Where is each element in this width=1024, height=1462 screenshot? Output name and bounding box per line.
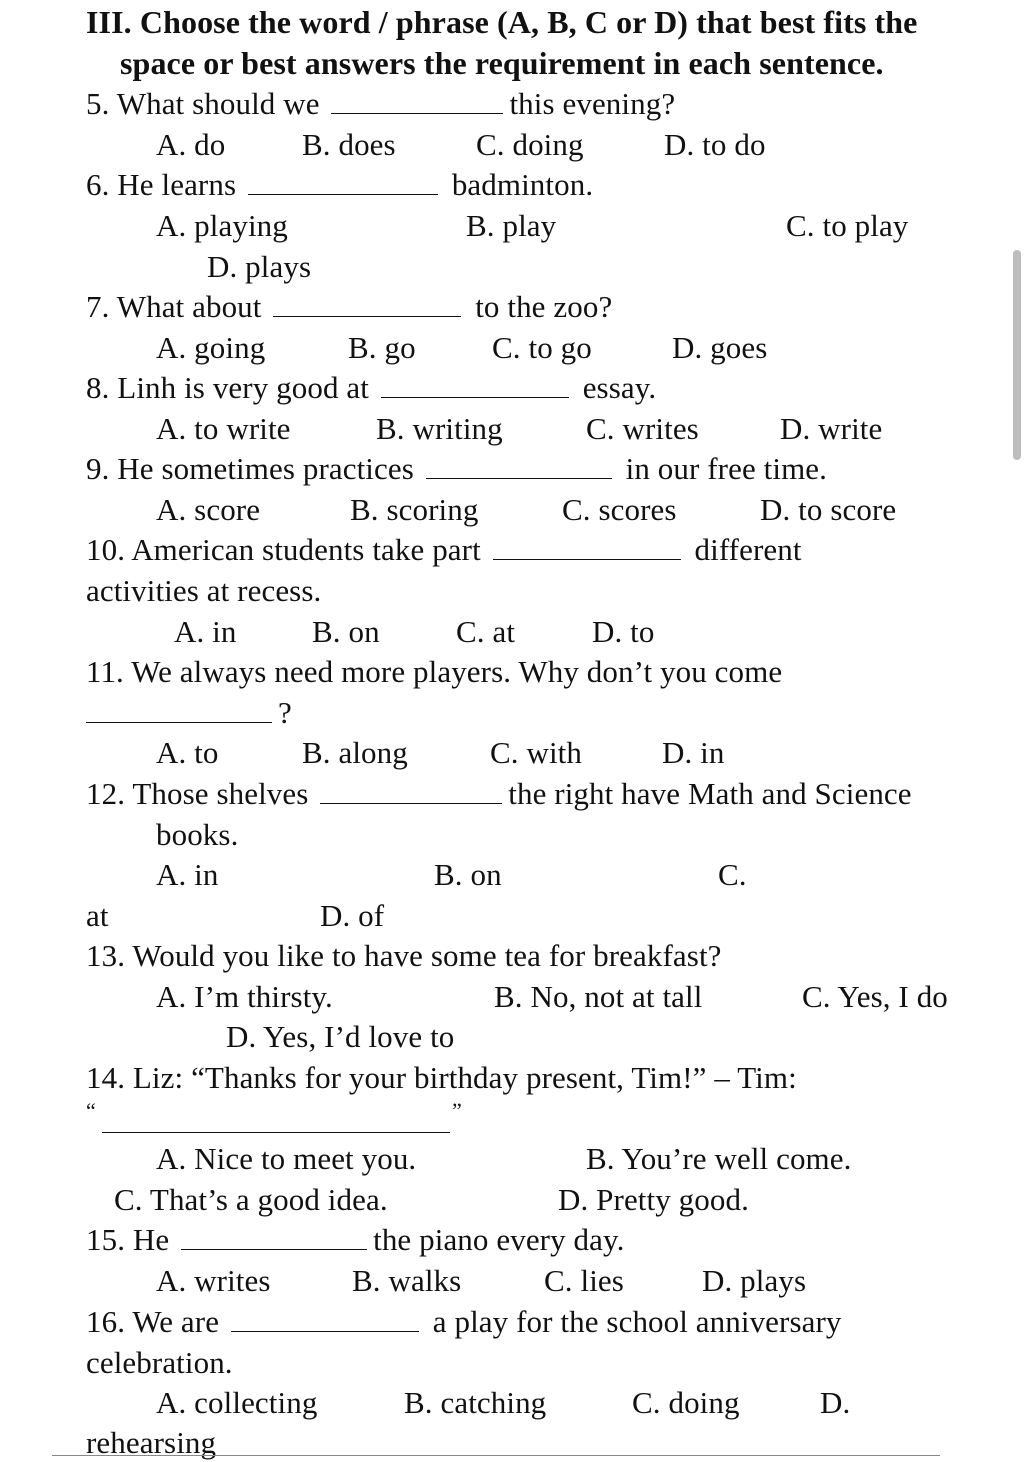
option-d-continuation[interactable]: rehearsing (86, 1425, 217, 1460)
answer-blank[interactable] (248, 166, 438, 195)
question-8 (86, 369, 656, 407)
answer-blank[interactable] (86, 694, 272, 723)
option-d[interactable]: D. to do (664, 127, 766, 162)
question-10 (86, 531, 802, 569)
question-12-continuation: books. (156, 817, 239, 852)
option-c[interactable]: C. lies (544, 1263, 624, 1298)
question-15-text: 15. He (86, 1222, 178, 1257)
option-a[interactable]: A. to write (156, 411, 291, 446)
option-c[interactable]: C. at (456, 614, 516, 649)
option-c-continuation[interactable]: at (86, 898, 109, 933)
scrollbar[interactable] (1013, 250, 1021, 460)
option-b[interactable]: B. No, not at tall (494, 979, 703, 1014)
question-15-text-end: the piano every day. (373, 1222, 625, 1257)
question-11: 11. We always need more players. Why don’t you come (86, 654, 783, 689)
question-8-text-end: essay. (574, 370, 657, 405)
question-13: 13. Would you like to have some tea for breakfast? (86, 938, 722, 973)
option-d[interactable]: D. goes (672, 330, 768, 365)
question-10-text: 10. American students take part (86, 532, 489, 567)
question-5-text-end: this evening? (509, 86, 676, 121)
option-a[interactable]: A. score (156, 492, 261, 527)
question-11-blank-line (86, 694, 292, 732)
option-d[interactable]: D. write (780, 411, 883, 446)
question-12-text-end: the right have Math and Science (508, 776, 912, 811)
option-b[interactable]: B. scoring (350, 492, 479, 527)
option-a[interactable]: A. going (156, 330, 266, 365)
answer-blank[interactable] (231, 1303, 419, 1332)
question-12-text: 12. Those shelves (86, 776, 317, 811)
close-quote: ” (452, 1098, 462, 1123)
option-a[interactable]: A. to (156, 735, 219, 770)
section-title-line1: III. Choose the word / phrase (A, B, C or D) that best fits the (86, 4, 918, 40)
question-9-text-end: in our free time. (617, 451, 827, 486)
option-a[interactable]: A. I’m thirsty. (156, 979, 333, 1014)
answer-blank[interactable] (331, 85, 503, 114)
answer-blank[interactable] (426, 450, 612, 479)
open-quote: “ (86, 1098, 96, 1123)
option-a[interactable]: A. writes (156, 1263, 271, 1298)
option-c[interactable]: C. doing (632, 1385, 740, 1420)
option-a[interactable]: A. playing (156, 208, 288, 243)
question-11-text-end: ? (278, 695, 292, 730)
option-a[interactable]: A. in (174, 614, 237, 649)
question-5 (86, 85, 675, 123)
option-b[interactable]: B. You’re well come. (586, 1141, 852, 1176)
option-a[interactable]: A. collecting (156, 1385, 318, 1420)
option-a[interactable]: A. Nice to meet you. (156, 1141, 417, 1176)
question-5-text: 5. What should we (86, 86, 328, 121)
option-b[interactable]: B. play (466, 208, 557, 243)
option-d[interactable]: D. plays (207, 249, 312, 284)
option-c[interactable]: C. writes (586, 411, 699, 446)
answer-blank[interactable] (381, 369, 569, 398)
option-d[interactable]: D. in (662, 735, 725, 770)
option-b[interactable]: B. go (348, 330, 416, 365)
option-c[interactable]: C. (718, 857, 747, 892)
option-d[interactable]: D. of (320, 898, 385, 933)
option-b[interactable]: B. does (302, 127, 396, 162)
section-title-line2: space or best answers the requirement in each sentence. (120, 45, 884, 81)
option-c[interactable]: C. scores (562, 492, 677, 527)
question-10-continuation: activities at recess. (86, 573, 322, 608)
option-b[interactable]: B. along (302, 735, 408, 770)
question-16-continuation: celebration. (86, 1345, 233, 1380)
question-8-text: 8. Linh is very good at (86, 370, 377, 405)
question-9 (86, 450, 827, 488)
question-16 (86, 1303, 842, 1341)
option-c[interactable]: C. to play (786, 208, 909, 243)
option-d[interactable]: D. Pretty good. (558, 1182, 749, 1217)
option-b[interactable]: B. on (434, 857, 502, 892)
option-d[interactable]: D. to (592, 614, 655, 649)
question-15 (86, 1221, 624, 1259)
option-b[interactable]: B. walks (352, 1263, 462, 1298)
question-6-text-end: badminton. (443, 167, 594, 202)
option-d[interactable]: D. Yes, I’d love to (226, 1019, 455, 1054)
option-d[interactable]: D. to score (760, 492, 897, 527)
question-7-text-end: to the zoo? (467, 289, 613, 324)
option-a[interactable]: A. do (156, 127, 226, 162)
answer-blank[interactable] (493, 531, 681, 560)
option-c[interactable]: C. That’s a good idea. (114, 1182, 388, 1217)
question-12 (86, 775, 912, 813)
option-c[interactable]: C. to go (492, 330, 592, 365)
option-d[interactable]: D. plays (702, 1263, 807, 1298)
question-14: 14. Liz: “Thanks for your birthday present, Tim!” – Tim: (86, 1060, 797, 1095)
answer-blank[interactable] (320, 775, 502, 804)
question-16-text-end: a play for the school anniversary (424, 1304, 842, 1339)
answer-blank[interactable] (102, 1132, 450, 1133)
question-6 (86, 166, 593, 204)
question-16-text: 16. We are (86, 1304, 227, 1339)
option-d[interactable]: D. (820, 1385, 851, 1420)
option-c[interactable]: C. Yes, I do (802, 979, 948, 1014)
option-b[interactable]: B. writing (376, 411, 503, 446)
question-10-text-end: different (686, 532, 802, 567)
question-7 (86, 288, 612, 326)
question-7-text: 7. What about (86, 289, 270, 324)
answer-blank[interactable] (181, 1221, 367, 1250)
bottom-divider (52, 1455, 940, 1456)
question-6-text: 6. He learns (86, 167, 244, 202)
option-c[interactable]: C. with (490, 735, 582, 770)
option-a[interactable]: A. in (156, 857, 219, 892)
option-b[interactable]: B. on (312, 614, 380, 649)
answer-blank[interactable] (273, 288, 461, 317)
question-9-text: 9. He sometimes practices (86, 451, 422, 486)
option-c[interactable]: C. doing (476, 127, 584, 162)
option-b[interactable]: B. catching (404, 1385, 547, 1420)
